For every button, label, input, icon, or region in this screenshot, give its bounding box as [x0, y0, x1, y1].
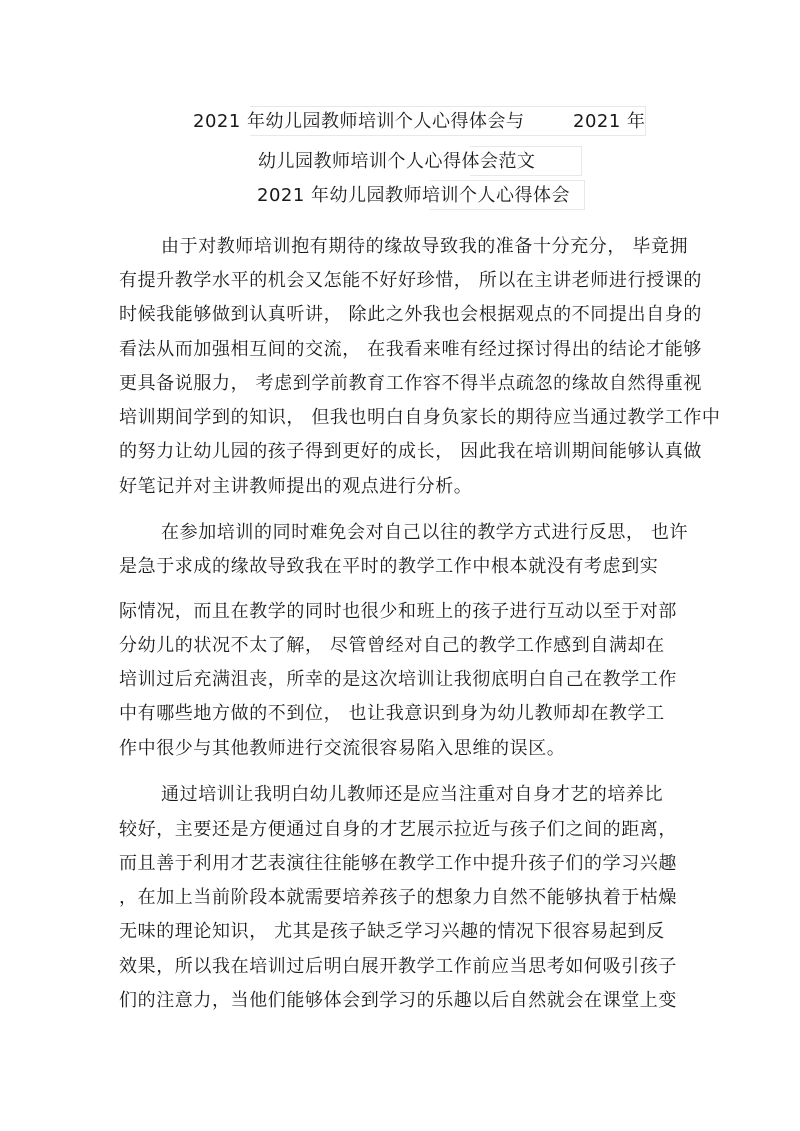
body-line: ，在加上当前阶段本就需要培养孩子的想象力自然不能够执着于枯燥: [119, 887, 677, 908]
body-line: 的努力让幼儿园的孩子得到更好的成长， 因此我在培训期间能够认真做: [119, 441, 702, 462]
body-line: 培训过后充满沮丧，所幸的是这次培训让我彻底明白自己在教学工作: [119, 669, 677, 690]
body-line: 有提升教学水平的机会又怎能不好好珍惜， 所以在主讲老师进行授课的: [119, 270, 702, 291]
title-line-3: 2021 年幼儿园教师培训个人心得体会: [257, 185, 571, 206]
body-line: 更具备说服力， 考虑到学前教育工作容不得半点疏忽的缘故自然得重视: [119, 373, 702, 394]
body-line: 由于对教师培训抱有期待的缘故导致我的准备十分充分， 毕竟拥: [161, 236, 689, 257]
body-line: 在参加培训的同时难免会对自己以往的教学方式进行反思， 也许: [161, 522, 689, 543]
body-line: 通过培训让我明白幼儿教师还是应当注重对自身才艺的培养比: [161, 784, 664, 805]
title-line-2: 幼儿园教师培训个人心得体会范文: [258, 151, 536, 172]
body-line: 分幼儿的状况不太了解， 尽管曾经对自己的教学工作感到自满却在: [119, 635, 665, 656]
body-line: 好笔记并对主讲教师提出的观点进行分析。: [119, 476, 473, 497]
body-line: 们的注意力，当他们能够体会到学习的乐趣以后自然就会在课堂上变: [119, 990, 677, 1011]
title-line-1a: 2021 年幼儿园教师培训个人心得体会与: [193, 111, 525, 132]
body-line: 效果，所以我在培训过后明白展开教学工作前应当思考如何吸引孩子: [119, 956, 677, 977]
body-line: 无味的理论知识， 尤其是孩子缺乏学习兴趣的情况下很容易起到反: [119, 921, 665, 942]
body-line: 际情况，而且在教学的同时也很少和班上的孩子进行互动以至于对部: [119, 601, 677, 622]
body-line: 作中很少与其他教师进行交流很容易陷入思维的误区。: [119, 738, 566, 759]
body-line: 是急于求成的缘故导致我在平时的教学工作中根本就没有考虑到实: [119, 556, 659, 577]
title-line-1b: 2021 年: [573, 111, 646, 132]
body-line: 中有哪些地方做的不到位， 也让我意识到身为幼儿教师却在教学工: [119, 703, 665, 724]
body-line: 较好，主要还是方便通过自身的才艺展示拉近与孩子们之间的距离，: [119, 819, 677, 840]
body-line: 培训期间学到的知识， 但我也明白自身负家长的期待应当通过教学工作中: [119, 407, 721, 428]
body-line: 看法从而加强相互间的交流， 在我看来唯有经过探讨得出的结论才能够: [119, 339, 702, 360]
body-line: 而且善于利用才艺表演往往能够在教学工作中提升孩子们的学习兴趣: [119, 853, 677, 874]
body-line: 时候我能够做到认真听讲， 除此之外我也会根据观点的不同提出自身的: [119, 304, 702, 325]
